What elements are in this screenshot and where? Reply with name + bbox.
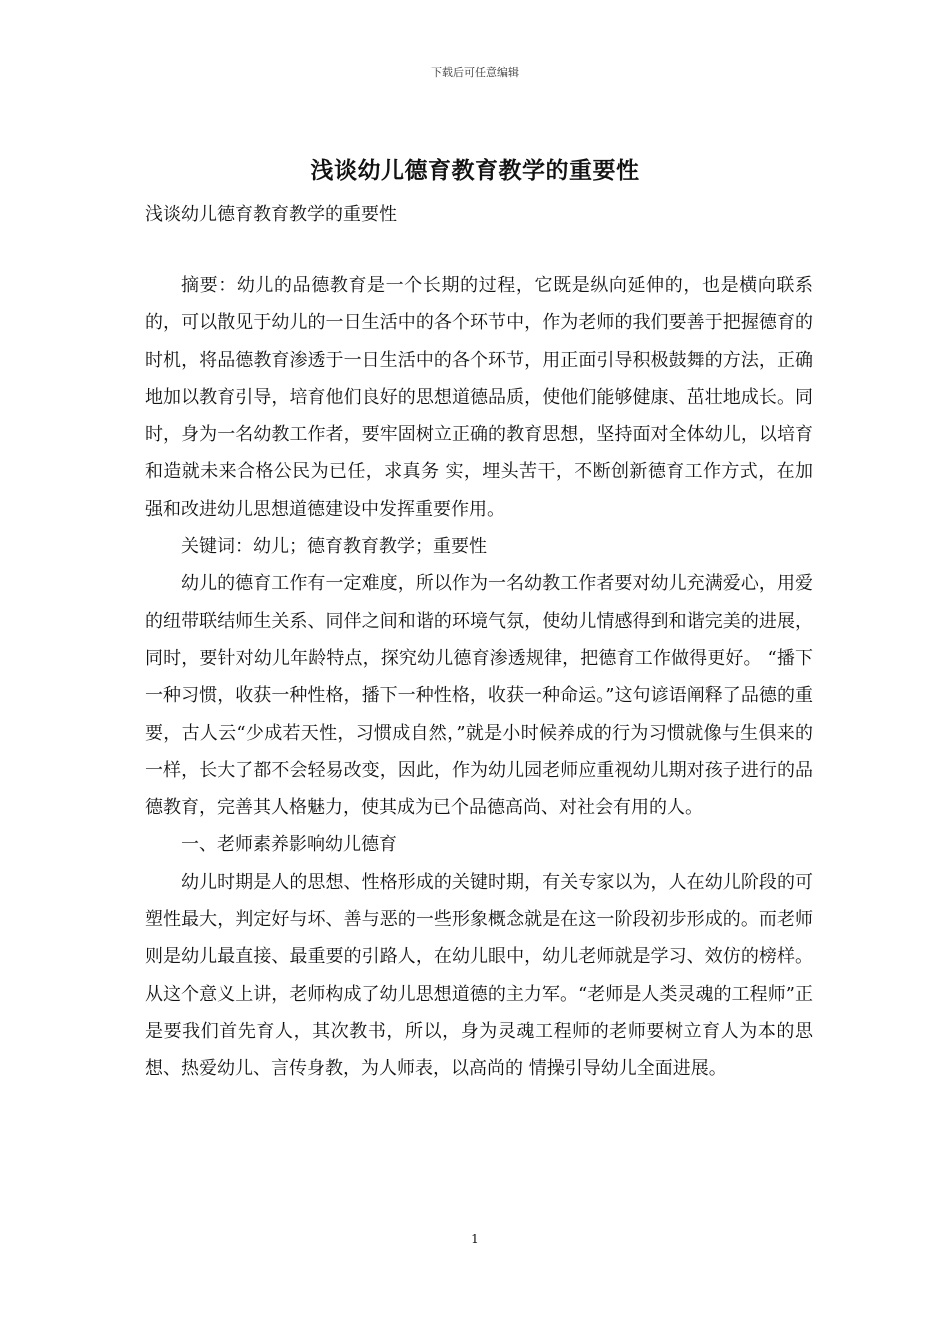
intro-paragraph: 幼儿的德育工作有一定难度，所以作为一名幼教工作者要对幼儿充满爱心，用爱的纽带联结师生关系、同伴之间和谐的环境气氛，使幼儿情感得到和谐完美的进展，同时，要针对幼儿年龄特点，探究幼儿德育渗透规律，把德育工作做得更好。 “播下一种习惯，收获一种性格，播下一种性格，收获一种命运。”这句谚语阐释了品德的重要，古人云“少成若天性，习惯成自然，”就是小时候养成的行为习惯就像与生俱来的一样，长大了都不会轻易改变，因此，作为幼儿园老师应重视幼儿期对孩子进行的品德教育，完善其人格魅力，使其成为已个品德高尚、对社会有用的人。 bbox=[145, 573, 813, 819]
document-subtitle: 浅谈幼儿德育教育教学的重要性 bbox=[145, 204, 397, 225]
section-heading: 一、老师素养影响幼儿德育 bbox=[181, 834, 397, 856]
header-note: 下载后可任意编辑 bbox=[431, 66, 519, 79]
section-paragraph: 幼儿时期是人的思想、性格形成的关键时期，有关专家以为，人在幼儿阶段的可塑性最大，判定好与坏、善与恶的一些形象概念就是在这一阶段初步形成的。而老师则是幼儿最直接、最重要的引路人，在幼儿眼中，幼儿老师就是学习、效仿的榜样。从这个意义上讲，老师构成了幼儿思想道德的主力军。“老师是人类灵魂的工程师”正是要我们首先育人，其次教书，所以，身为灵魂工程师的老师要树立育人为本的思想、热爱幼儿、言传身教，为人师表，以高尚的 情操引导幼儿全面进展。 bbox=[145, 871, 813, 1080]
document-body bbox=[145, 267, 813, 1088]
document-title: 浅谈幼儿德育教育教学的重要性 bbox=[310, 157, 640, 184]
page-number: 1 bbox=[471, 1232, 479, 1246]
abstract-paragraph: 摘要：幼儿的品德教育是一个长期的过程，它既是纵向延伸的，也是横向联系的，可以散见于幼儿的一日生活中的各个环节中，作为老师的我们要善于把握德育的时机，将品德教育渗透于一日生活中的各个环节，用正面引导积极鼓舞的方法，正确地加以教育引导，培育他们良好的思想道德品质，使他们能够健康、茁壮地成长。同时，身为一名幼教工作者，要牢固树立正确的教育思想，坚持面对全体幼儿，以培育和造就未来合格公民为已任，求真务 实，埋头苦干，不断创新德育工作方式，在加强和改进幼儿思想道德建设中发挥重要作用。 bbox=[145, 275, 813, 520]
keywords-paragraph: 关键词：幼儿；德育教育教学；重要性 bbox=[181, 536, 487, 558]
